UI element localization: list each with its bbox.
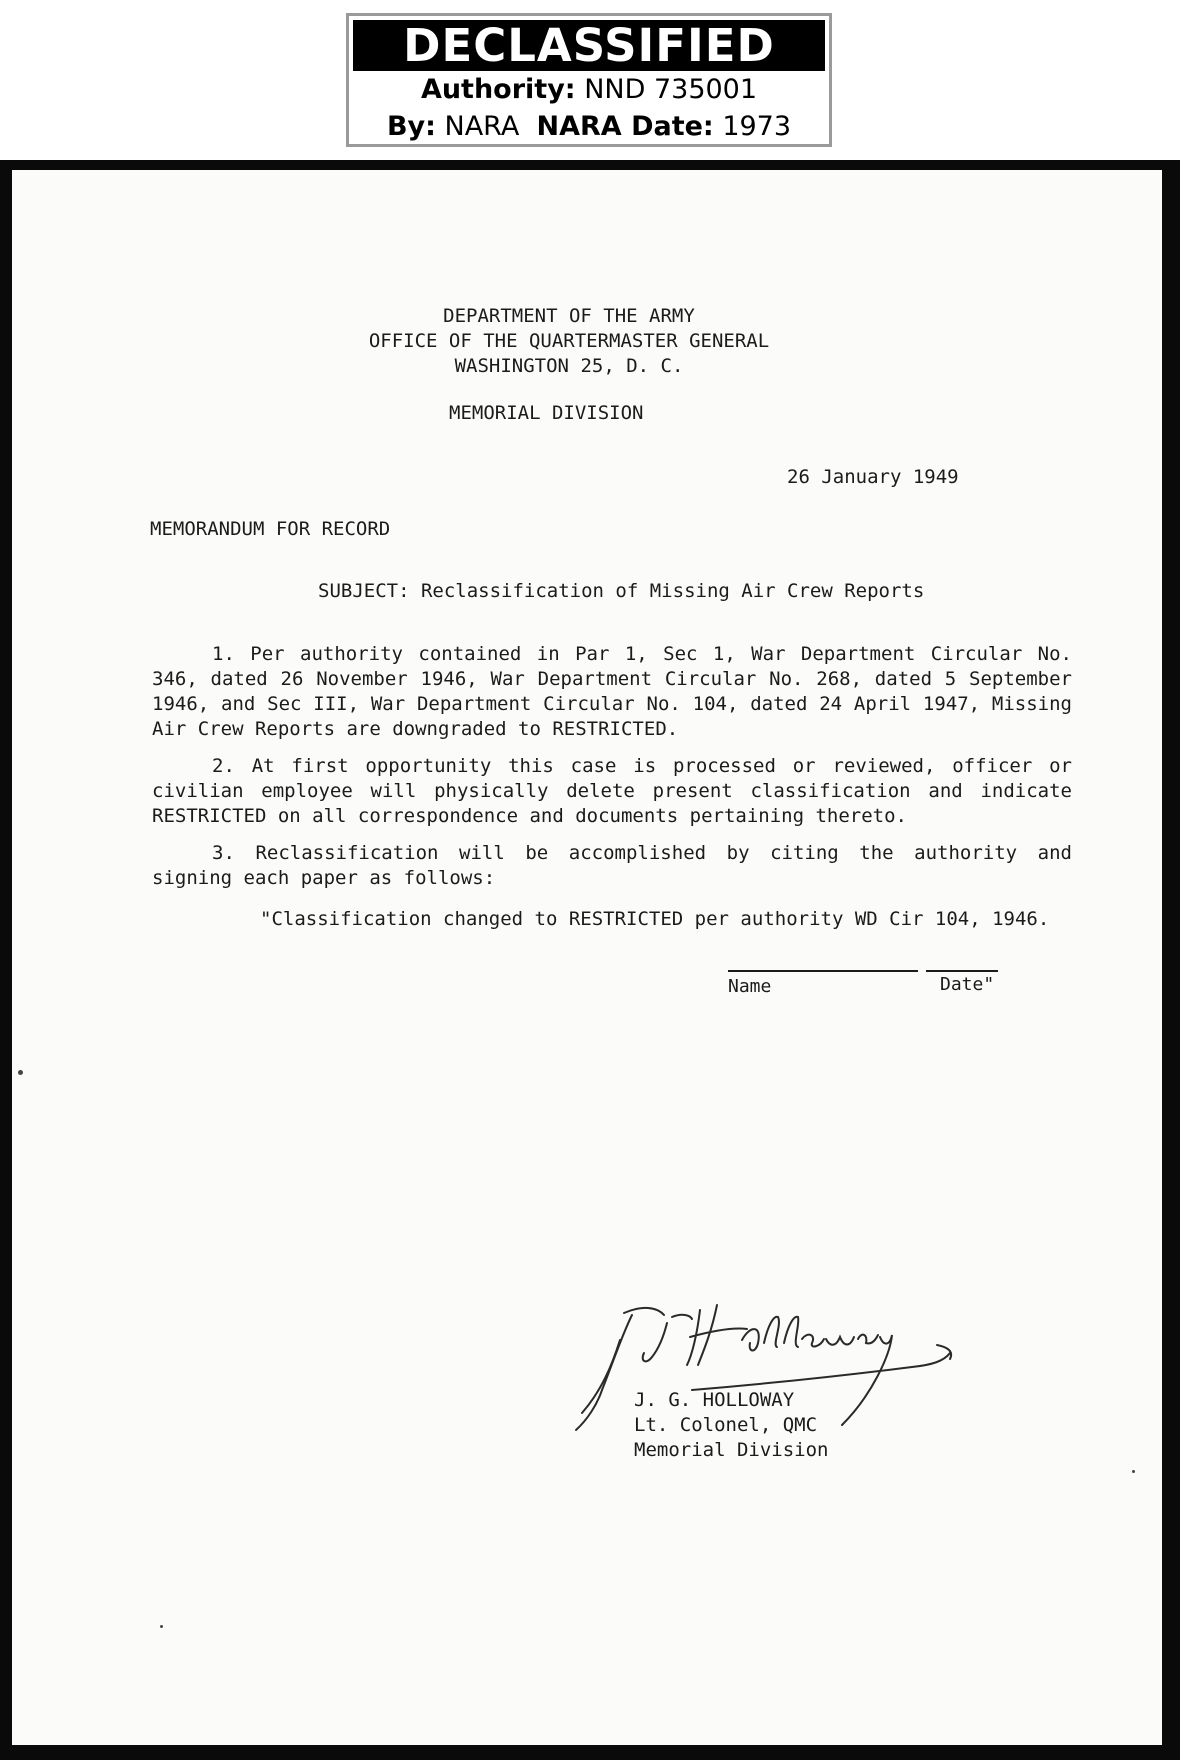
scan-speck [18,1070,23,1075]
letterhead [12,304,1144,379]
stamp-authority-value: NND 735001 [584,74,758,105]
classification-quote: "Classification changed to RESTRICTED per authority WD Cir 104, 1946. [260,908,1050,930]
stamp-authority-line [349,71,829,108]
subject-label: SUBJECT: [318,580,410,602]
subject-text: Reclassification of Missing Air Crew Reports [420,580,925,602]
stamp-title: DECLASSIFIED [353,20,825,71]
signer-rank: Lt. Colonel, QMC [634,1414,818,1436]
paragraph-1: 1. Per authority contained in Par 1, Sec 1, War Department Circular No. 346, dated 26 November 1946, War Department Circular No. 268, dated 5 September 1946, and Sec III, War Department Circular No. 104, dated 24 April 1947, Missing Air Crew Reports are downgraded to RESTRICTED. [152,643,1072,740]
scan-speck [1132,1470,1135,1473]
stamp-date-label: NARA Date: [536,111,714,142]
memo-subject-line [318,580,924,602]
stamp-by-line [349,108,829,145]
stamp-by-label: By: [386,111,436,142]
letterhead-location: WASHINGTON 25, D. C. [454,355,684,377]
stamp-date-value: 1973 [722,111,792,142]
scan-frame [0,160,1180,1760]
paragraph-2: 2. At first opportunity this case is processed or reviewed, officer or civilian employee will physically delete present classification and indicate RESTRICTED on all correspondence and documents pertaining thereto. [152,755,1072,827]
date-label: Date" [940,974,995,995]
letterhead-department: DEPARTMENT OF THE ARMY [443,305,695,327]
signer-division: Memorial Division [634,1439,829,1461]
letterhead-office: OFFICE OF THE QUARTERMASTER GENERAL [368,330,770,352]
stamp-authority-label: Authority: [420,74,576,105]
name-signature-line [728,970,918,972]
stamp-by-value: NARA [444,111,520,142]
division-title: MEMORIAL DIVISION [449,402,644,424]
paragraph-3: 3. Reclassification will be accomplished by citing the authority and signing each paper as follows: [152,842,1072,889]
memo-heading: MEMORANDUM FOR RECORD [150,518,391,540]
declassified-stamp [346,13,832,147]
date-signature-line [926,970,998,972]
signature-block [634,1388,828,1463]
memo-page [12,170,1162,1745]
signer-name: J. G. HOLLOWAY [634,1389,795,1411]
memo-date: 26 January 1949 [787,466,959,488]
name-label: Name [728,976,772,997]
scan-speck [160,1625,163,1628]
